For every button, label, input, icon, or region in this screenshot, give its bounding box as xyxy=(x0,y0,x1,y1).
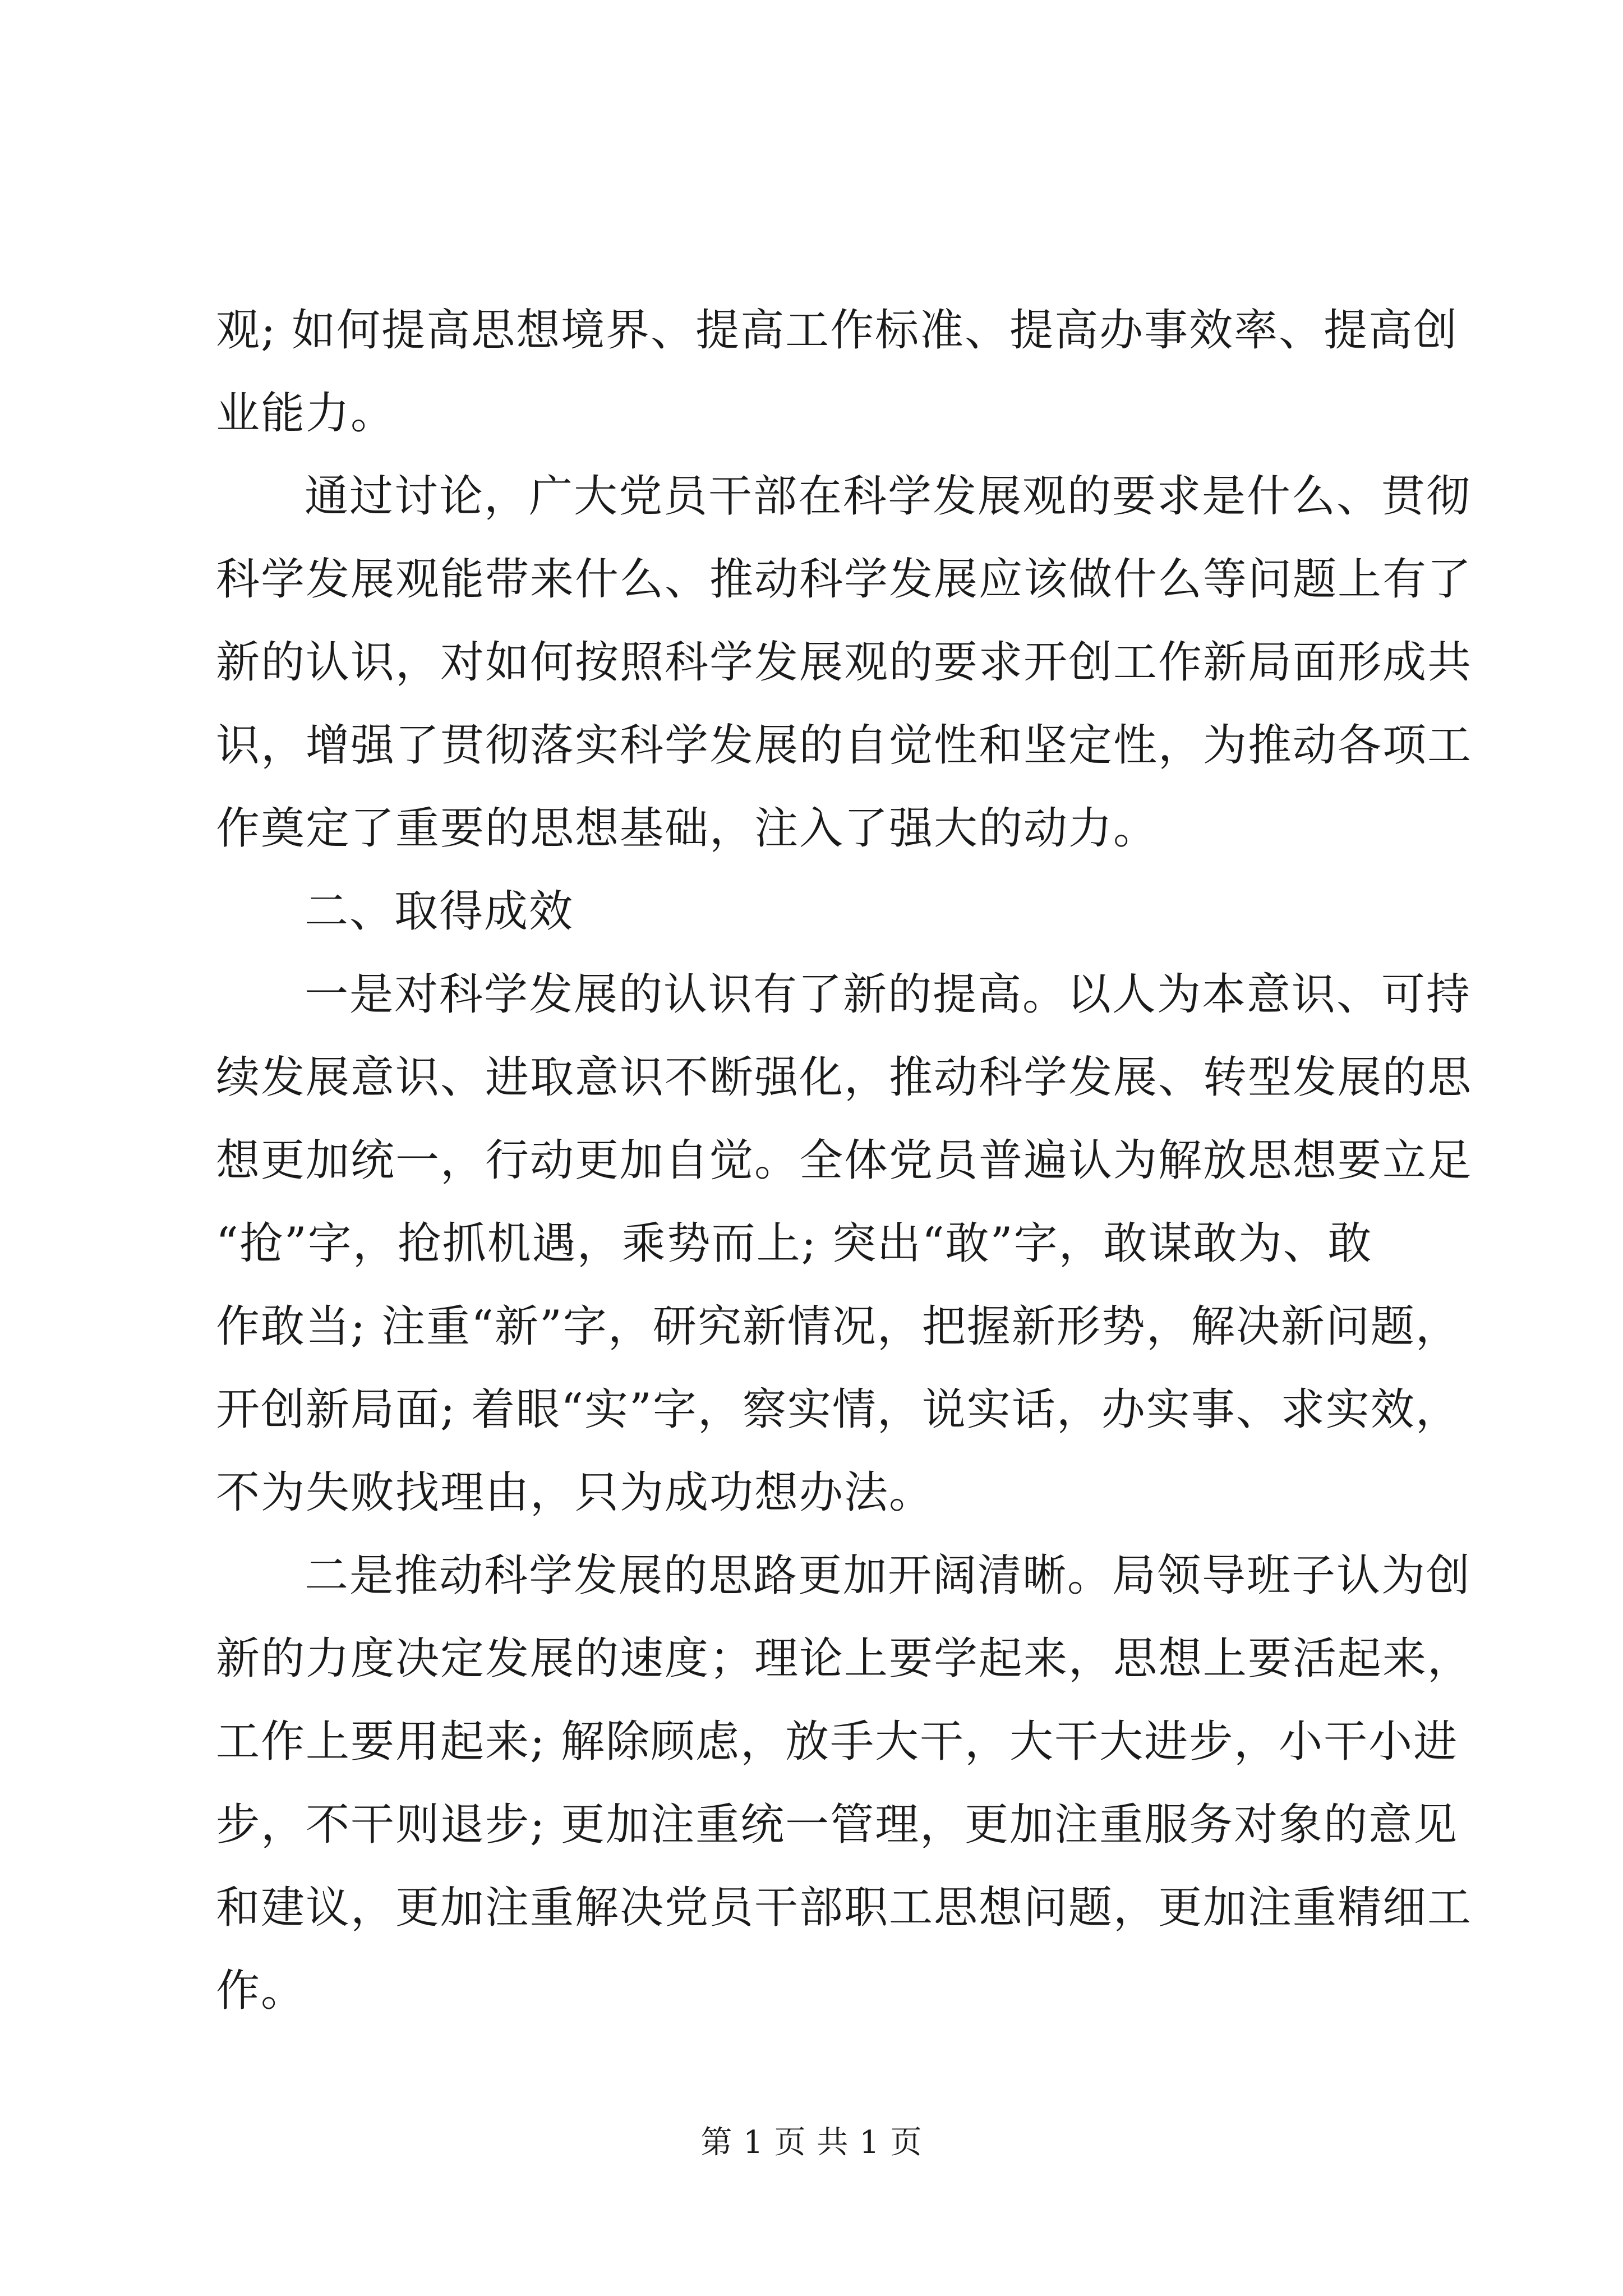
text-line: 和建议，更加注重解决党员干部职工思想问题，更加注重精细工 xyxy=(216,1883,1473,1933)
text-line: 一是对科学发展的认识有了新的提高。以人为本意识、可持 xyxy=(305,969,1472,1020)
text-line: 不为失败找理由，只为成功想办法。 xyxy=(216,1467,934,1518)
text-line: “抢”字，抢抓机遇，乘势而上; 突出“敢”字，敢谋敢为、敢 xyxy=(216,1218,1373,1269)
text-line: 新的力度决定发展的速度；理论上要学起来，思想上要活起来， xyxy=(216,1634,1473,1684)
text-line: 作敢当; 注重“新”字，研究新情况，把握新形势，解决新问题， xyxy=(216,1301,1460,1352)
text-line: 工作上要用起来; 解除顾虑，放手大干，大干大进步，小干小进 xyxy=(216,1717,1459,1767)
text-line: 科学发展观能带来什么、推动科学发展应该做什么等问题上有了 xyxy=(216,554,1473,605)
text-line: 识，增强了贯彻落实科学发展的自觉性和坚定性，为推动各项工 xyxy=(216,720,1473,771)
page-number-footer: 第 1 页 共 1 页 xyxy=(700,2124,923,2161)
text-line: 新的认识，对如何按照科学发展观的要求开创工作新局面形成共 xyxy=(216,637,1473,688)
text-line: 通过讨论，广大党员干部在科学发展观的要求是什么、贯彻 xyxy=(305,471,1472,522)
text-line: 二是推动科学发展的思路更加开阔清晰。局领导班子认为创 xyxy=(305,1550,1472,1601)
document-body xyxy=(216,289,1473,2032)
section-heading: 二、取得成效 xyxy=(305,886,574,937)
text-line: 作奠定了重要的思想基础，注入了强大的动力。 xyxy=(216,803,1159,854)
text-line: 步，不干则退步; 更加注重统一管理，更加注重服务对象的意见 xyxy=(216,1800,1459,1850)
text-line: 作。 xyxy=(216,1966,306,2016)
text-line: 想更加统一，行动更加自觉。全体党员普遍认为解放思想要立足 xyxy=(216,1135,1473,1186)
text-line: 开创新局面; 着眼“实”字，察实情，说实话，办实事、求实效， xyxy=(216,1384,1460,1435)
text-line: 续发展意识、进取意识不断强化，推动科学发展、转型发展的思 xyxy=(216,1052,1473,1103)
text-line: 业能力。 xyxy=(216,388,396,439)
text-line: 观; 如何提高思想境界、提高工作标准、提高办事效率、提高创 xyxy=(216,305,1459,356)
